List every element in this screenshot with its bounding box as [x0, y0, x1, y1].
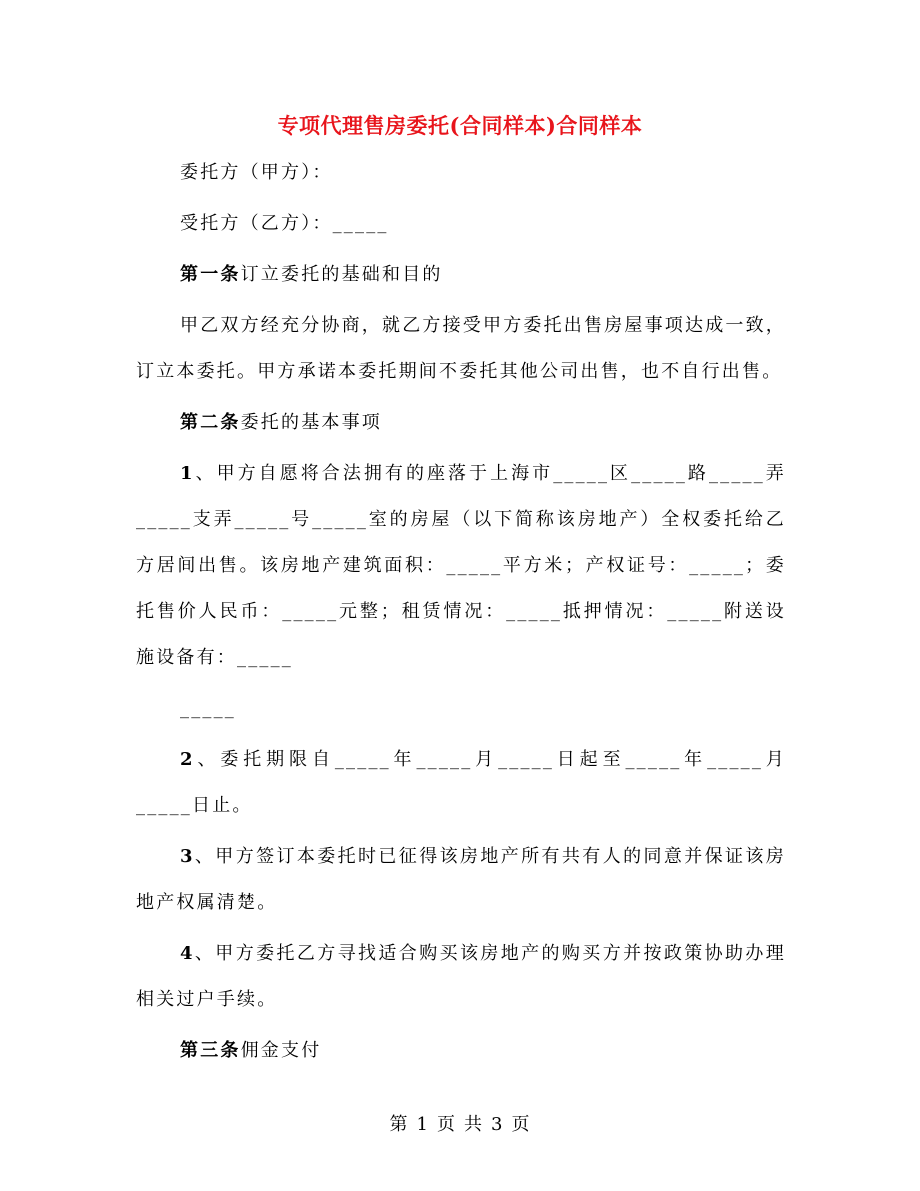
footer-label-total-unit: 页: [511, 1114, 531, 1135]
article-2-title: 委托的基本事项: [240, 412, 383, 433]
article-3-heading-line: [136, 1028, 786, 1074]
article-1-title: 订立委托的基础和目的: [240, 264, 443, 285]
article-3-title: 佣金支付: [240, 1040, 322, 1061]
item-4: [136, 931, 786, 1023]
blank-line: _____: [180, 698, 236, 719]
article-1-label: 第一条: [180, 264, 241, 285]
document-title: 专项代理售房委托(合同样本)合同样本: [277, 113, 643, 138]
footer-total-pages: 3: [491, 1114, 504, 1135]
article-1-body: 甲乙双方经充分协商，就乙方接受甲方委托出售房屋事项达成一致，订立本委托。甲方承诺本委托期间不委托其他公司出售，也不自行出售。: [136, 315, 786, 382]
item-3: [136, 834, 786, 926]
footer-label-page: 第: [389, 1114, 409, 1135]
party-b-line: 受托方（乙方）：_____: [180, 213, 389, 234]
item-4-number: 4: [180, 943, 195, 964]
article-2-heading-line: [136, 400, 786, 446]
item-2-number: 2: [180, 749, 195, 770]
item-1: [136, 451, 786, 681]
document-body: [136, 150, 786, 1079]
article-2-label: 第二条: [180, 412, 241, 433]
article-1-heading-line: [136, 252, 786, 298]
item-2: [136, 737, 786, 829]
item-1-number: 1: [180, 463, 195, 484]
footer-current-page: 1: [416, 1114, 429, 1135]
party-a-line: 委托方（甲方）：: [180, 162, 333, 183]
page-footer: [0, 1110, 920, 1136]
item-3-text: 、甲方签订本委托时已征得该房地产所有共有人的同意并保证该房地产权属清楚。: [136, 846, 786, 913]
item-2-text: 、委托期限自_____年_____月_____日起至_____年_____月_____日止。: [136, 749, 786, 816]
item-3-number: 3: [180, 846, 195, 867]
footer-label-total: 共: [464, 1114, 483, 1135]
footer-label-page-unit: 页: [437, 1114, 456, 1135]
item-1-text: 、甲方自愿将合法拥有的座落于上海市_____区_____路_____弄_____支弄_____号_____室的房屋（以下简称该房地产）全权委托给乙方居间出售。该房地产建筑面积：_____平方米；产权证号：_____；委托售价人民币：_____元整；租赁情况：_____抵押情况：_____附送设施设备有：_____: [136, 463, 786, 668]
item-4-text: 、甲方委托乙方寻找适合购买该房地产的购买方并按政策协助办理相关过户手续。: [136, 943, 786, 1010]
article-3-label: 第三条: [180, 1040, 241, 1061]
